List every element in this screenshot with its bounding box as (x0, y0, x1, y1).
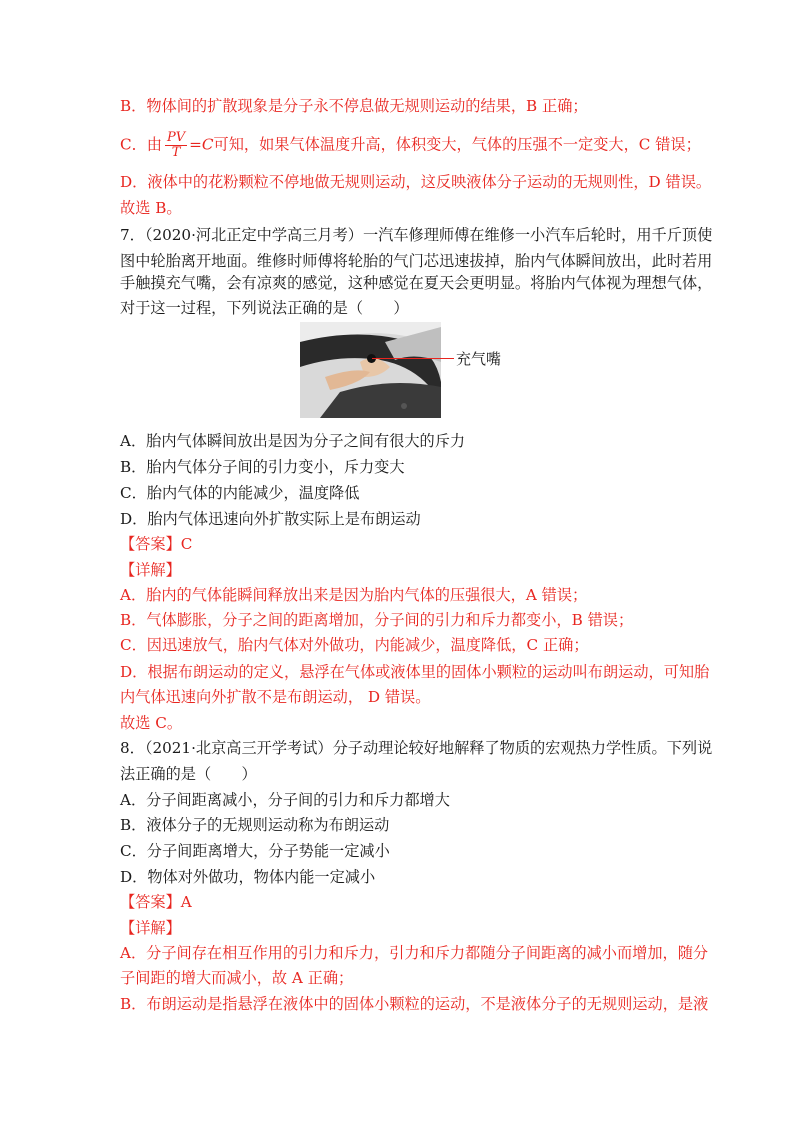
q7-explain-a: A．胎内的气体能瞬间释放出来是因为胎内气体的压强很大，A 错误； (120, 586, 588, 604)
q8-option-c: C．分子间距离增大，分子势能一定减小 (120, 842, 390, 860)
q7-option-d: D．胎内气体迅速向外扩散实际上是布朗运动 (120, 510, 421, 528)
q8-option-b: B．液体分子的无规则运动称为布朗运动 (120, 816, 390, 834)
q8-explain-b-line-1: B．布朗运动是指悬浮在液体中的固体小颗粒的运动，不是液体分子的无规则运动，是液 (120, 995, 709, 1013)
q8-explain-a-line-2: 子间距的增大而减小，故 A 正确； (120, 969, 354, 987)
option-c-explanation (120, 131, 701, 160)
q8-answer: 【答案】A (120, 893, 192, 911)
q7-detail-heading: 【详解】 (120, 561, 181, 579)
option-b-explanation: B．物体间的扩散现象是分子永不停息做无规则运动的结果，B 正确； (120, 97, 588, 115)
q8-detail-heading: 【详解】 (120, 919, 181, 937)
q7-explain-d-line-2: 内气体迅速向外扩散不是布朗运动， D 错误。 (120, 688, 431, 706)
q7-explain-b: B．气体膨胀，分子之间的距离增加，分子间的引力和斥力都变小，B 错误； (120, 611, 634, 629)
q7-option-a: A．胎内气体瞬间放出是因为分子之间有很大的斥力 (120, 432, 466, 450)
conclusion-b: 故选 B。 (120, 199, 182, 217)
formula-fraction (165, 131, 187, 160)
c-prefix: C．由 (120, 135, 162, 154)
q7-explain-d-line-1: D．根据布朗运动的定义，悬浮在气体或液体里的固体小颗粒的运动叫布朗运动，可知胎 (120, 663, 710, 681)
valve-label: 充气嘴 (456, 350, 502, 368)
tire-valve-photo (300, 322, 441, 418)
q7-stem-line-2: 图中轮胎离开地面。维修时师傅将轮胎的气门芯迅速拔掉，胎内气体瞬间放出，此时若用 (120, 252, 713, 270)
c-suffix: 可知，如果气体温度升高，体积变大，气体的压强不一定变大，C 错误； (213, 135, 701, 154)
q8-option-a: A．分子间距离减小，分子间的引力和斥力都增大 (120, 791, 450, 809)
callout-leader-line (372, 358, 454, 359)
tire-photo-icon (300, 322, 441, 418)
formula-denominator: T (171, 145, 181, 160)
q7-option-b: B．胎内气体分子间的引力变小，斥力变大 (120, 458, 405, 476)
q7-answer: 【答案】C (120, 535, 193, 553)
q7-stem-line-1: 7．（2020·河北正定中学高三月考）一汽车修理师傅在维修一小汽车后轮时，用千斤顶使 (120, 226, 713, 244)
q7-stem-line-3: 手触摸充气嘴，会有凉爽的感觉，这种感觉在夏天会更明显。将胎内气体视为理想气体， (120, 274, 713, 292)
q8-stem-line-1: 8．（2021·北京高三开学考试）分子动理论较好地解释了物质的宏观热力学性质。下列说 (120, 739, 713, 757)
q7-option-c: C．胎内气体的内能减少，温度降低 (120, 484, 360, 502)
q8-explain-a-line-1: A．分子间存在相互作用的引力和斥力，引力和斥力都随分子间距离的减小而增加，随分 (120, 944, 709, 962)
formula-rhs: =C (189, 135, 214, 154)
q7-conclusion: 故选 C。 (120, 714, 183, 732)
q7-stem-line-4: 对于这一过程，下列说法正确的是（ ） (120, 299, 409, 317)
q8-option-d: D．物体对外做功，物体内能一定减小 (120, 868, 376, 886)
formula-numerator: PV (167, 130, 186, 145)
q7-explain-c: C．因迅速放气，胎内气体对外做功，内能减少，温度降低，C 正确； (120, 636, 589, 654)
option-d-explanation: D．液体中的花粉颗粒不停地做无规则运动，这反映液体分子运动的无规则性，D 错误。 (120, 173, 712, 191)
q8-stem-line-2: 法正确的是（ ） (120, 765, 257, 783)
